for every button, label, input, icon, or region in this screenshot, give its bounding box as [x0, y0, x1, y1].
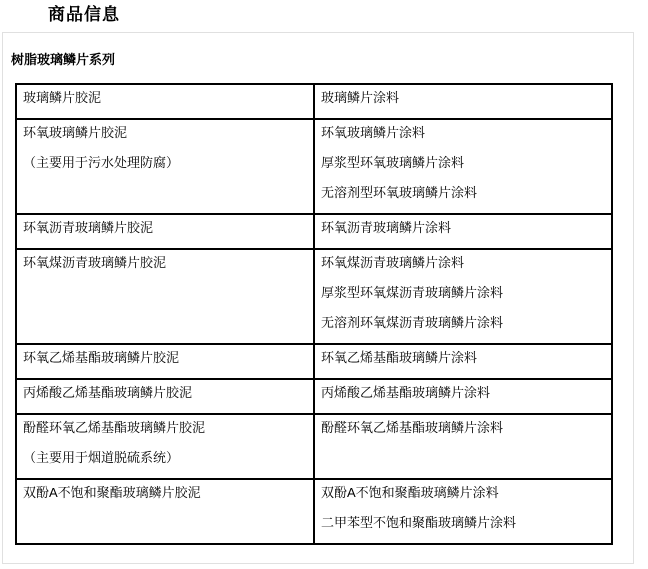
product-name: 环氧沥青玻璃鳞片胶泥 — [23, 220, 154, 235]
table-row — [16, 249, 612, 344]
table-row — [16, 479, 612, 544]
product-name: 酚醛环氧乙烯基酯玻璃鳞片胶泥 — [23, 420, 206, 435]
coating-cell — [314, 214, 612, 249]
product-name: 环氧玻璃鳞片涂料 — [321, 125, 426, 140]
coating-cell — [314, 479, 612, 544]
table-row — [16, 119, 612, 214]
cement-cell — [16, 379, 314, 414]
product-name: 丙烯酸乙烯基酯玻璃鳞片涂料 — [321, 385, 491, 400]
coating-cell — [314, 344, 612, 379]
product-name: 厚浆型环氧煤沥青玻璃鳞片涂料 — [321, 285, 504, 300]
section-heading: 树脂玻璃鳞片系列 — [11, 52, 116, 67]
cement-cell — [16, 84, 314, 119]
page-title: 商品信息 — [48, 5, 120, 24]
product-name: 双酚A不饱和聚酯玻璃鳞片涂料 — [321, 485, 499, 500]
product-name: 双酚A不饱和聚酯玻璃鳞片胶泥 — [23, 485, 201, 500]
cement-cell — [16, 249, 314, 344]
product-name: 酚醛环氧乙烯基酯玻璃鳞片涂料 — [321, 420, 504, 435]
product-name: 厚浆型环氧玻璃鳞片涂料 — [321, 155, 465, 170]
product-name: 玻璃鳞片胶泥 — [23, 90, 102, 105]
coating-cell — [314, 249, 612, 344]
cement-cell — [16, 344, 314, 379]
product-name: 环氧沥青玻璃鳞片涂料 — [321, 220, 452, 235]
product-name: 环氧玻璃鳞片胶泥 — [23, 125, 128, 140]
coating-cell — [314, 379, 612, 414]
product-name: 环氧煤沥青玻璃鳞片胶泥 — [23, 255, 167, 270]
product-name: 无溶剂型环氧玻璃鳞片涂料 — [321, 185, 478, 200]
product-name: （主要用于污水处理防腐） — [23, 155, 180, 170]
product-name: 无溶剂环氧煤沥青玻璃鳞片涂料 — [321, 315, 504, 330]
product-name: 环氧乙烯基酯玻璃鳞片涂料 — [321, 350, 478, 365]
content-panel — [2, 32, 634, 564]
coating-cell — [314, 119, 612, 214]
product-name: 丙烯酸乙烯基酯玻璃鳞片胶泥 — [23, 385, 193, 400]
table-row — [16, 414, 612, 479]
products-table — [15, 83, 613, 545]
product-name: （主要用于烟道脱硫系统） — [23, 450, 180, 465]
page — [0, 6, 648, 564]
products-table-body — [16, 84, 612, 544]
product-name: 玻璃鳞片涂料 — [321, 90, 400, 105]
cement-cell — [16, 119, 314, 214]
cement-cell — [16, 214, 314, 249]
coating-cell — [314, 84, 612, 119]
coating-cell — [314, 414, 612, 479]
table-row — [16, 344, 612, 379]
cement-cell — [16, 479, 314, 544]
cement-cell — [16, 414, 314, 479]
table-row — [16, 84, 612, 119]
product-name: 二甲苯型不饱和聚酯玻璃鳞片涂料 — [321, 515, 517, 530]
table-row — [16, 379, 612, 414]
product-name: 环氧煤沥青玻璃鳞片涂料 — [321, 255, 465, 270]
product-name: 环氧乙烯基酯玻璃鳞片胶泥 — [23, 350, 180, 365]
table-row — [16, 214, 612, 249]
